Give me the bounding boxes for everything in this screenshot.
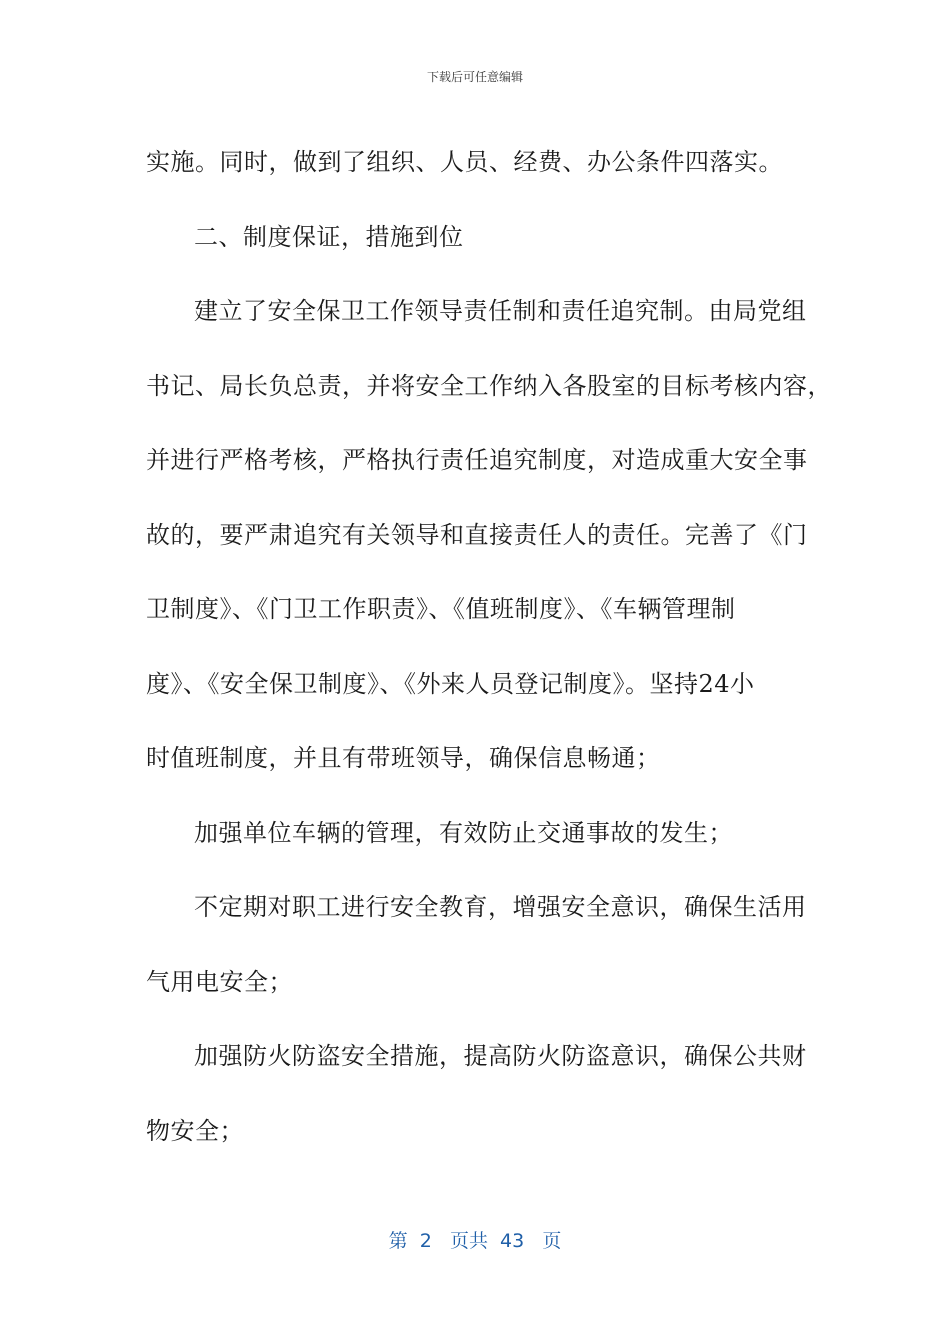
text-line: 卫制度》、《门卫工作职责》、《值班制度》、《车辆管理制 bbox=[146, 595, 736, 623]
text-line: 实施。同时，做到了组织、人员、经费、办公条件四落实。 bbox=[146, 148, 783, 176]
text-line: 加强防火防盗安全措施，提高防火防盗意识，确保公共财 bbox=[194, 1042, 807, 1070]
text-line: 不定期对职工进行安全教育，增强安全意识，确保生活用 bbox=[194, 893, 807, 921]
text-line: 物安全； bbox=[146, 1116, 244, 1145]
text-line: 并进行严格考核，严格执行责任追究制度，对造成重大安全事 bbox=[146, 446, 808, 474]
document-body bbox=[146, 125, 832, 1168]
text-line: 度》、《安全保卫制度》、《外来人员登记制度》。坚持24小 bbox=[146, 669, 755, 698]
text-line: 气用电安全； bbox=[146, 967, 293, 996]
text-line: 书记、局长负总责，并将安全工作纳入各股室的目标考核内容， bbox=[146, 371, 832, 400]
header-note: 下载后可任意编辑 bbox=[426, 70, 523, 84]
text-line: 建立了安全保卫工作领导责任制和责任追究制。由局党组 bbox=[194, 297, 807, 325]
text-line: 时值班制度，并且有带班领导，确保信息畅通； bbox=[146, 744, 661, 772]
section-heading: 二、制度保证，措施到位 bbox=[194, 222, 464, 251]
page-number-footer: 第 2 页共 43 页 bbox=[388, 1230, 562, 1252]
text-line: 加强单位车辆的管理，有效防止交通事故的发生； bbox=[194, 818, 733, 847]
text-line: 故的，要严肃追究有关领导和直接责任人的责任。完善了《门 bbox=[146, 520, 808, 549]
